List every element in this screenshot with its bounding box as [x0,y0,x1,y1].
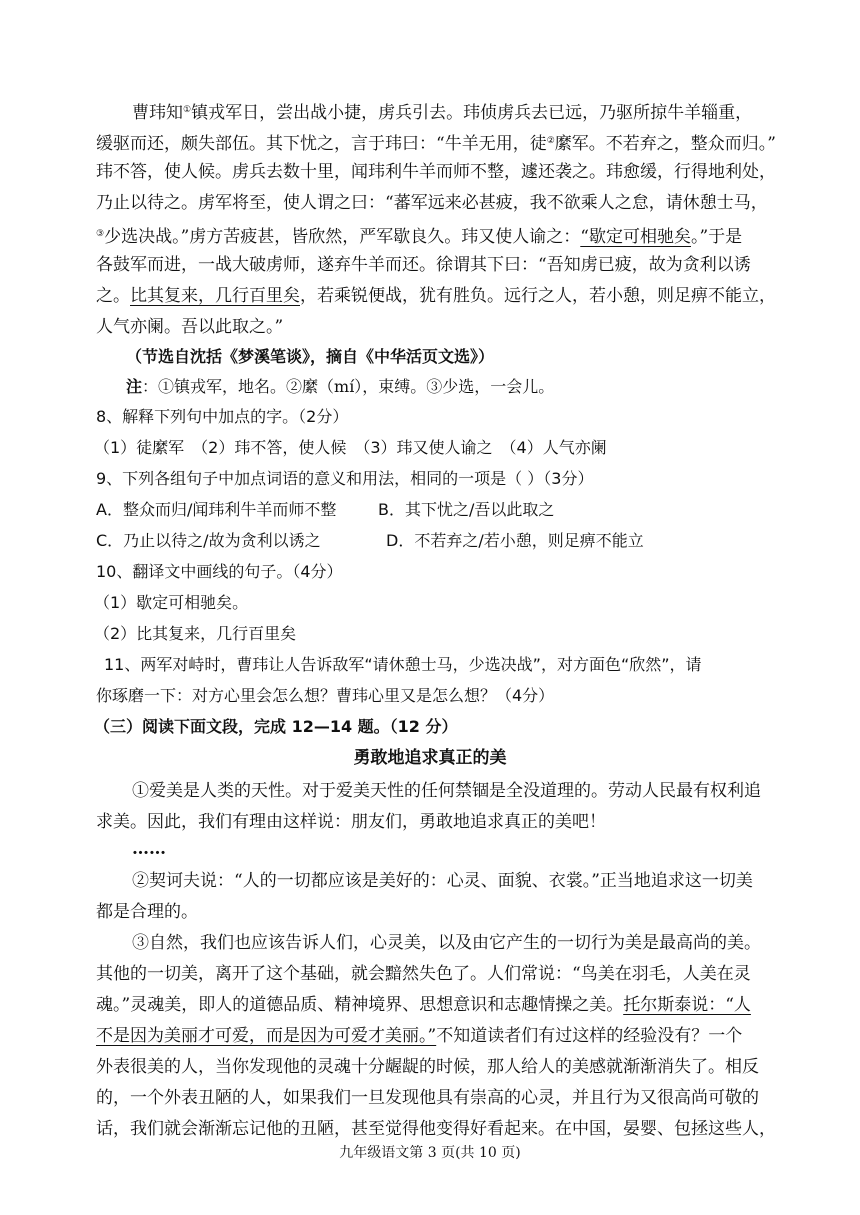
passage-line-6: 各鼓军而进，一战大破虏师，遂弃牛羊而还。徐谓其下曰：“吾知虏已疲，故为贪利以诱 [96,255,751,275]
article-para3-line5: 外表很美的人，当你发现他的灵魂十分龌龊的时候，那人给人的美感就渐渐消失了。相反 [96,1057,759,1077]
article-para3-line6: 的，一个外表丑陋的人，如果我们一旦发现他具有崇高的心灵，并且行为又很高尚可敬的 [96,1088,759,1108]
question-9-option-a: A．整众而归/闻玮利牛羊而师不整 [96,500,337,519]
question-10-item-1: （1）歇定可相驰矣。 [94,593,249,612]
article-para2-line2: 都是合理的。 [96,902,198,922]
article-title: 勇敢地追求真正的美 [353,748,507,768]
article-para1-line1: ①爱美是人类的天性。对于爱美天性的任何禁锢是全没道理的。劳动人民最有权利追 [132,781,761,801]
passage-line-4: 乃止以待之。虏军将至，使人谓之曰：“蕃军远来必甚疲，我不欲乘人之怠，请休憩士马， [96,193,768,213]
question-11-line-1: 11、两军对峙时，曹玮让人告诉敌军“请休憩士马，少选决战”，对方面色“欣然”，请 [104,655,702,674]
passage-line-7: 之。比其复来，几行百里矣，若乘锐便战，犹有胜负。远行之人，若小憩，则足痹不能立， [96,286,776,306]
page-footer: 九年级语文第 3 页(共 10 页) [339,1145,521,1161]
article-para3-line1: ③自然，我们也应该告诉人们，心灵美，以及由它产生的一切行为美是最高尚的美。 [132,933,761,953]
article-para2-line1: ②契诃夫说：“人的一切都应该是美好的：心灵、面貌、衣裳。”正当地追求这一切美 [132,871,753,891]
passage-line-2: 缓驱而还，颇失部伍。其下忧之，言于玮曰：“牛羊无用，徒②縻军。不若弃之，整众而归。” [96,134,776,154]
question-10: 10、翻译文中画线的句子。（4分） [96,562,343,581]
passage-line-8: 人气亦阑。吾以此取之。” [96,317,284,337]
passage-line-5: ③少选决战。”虏方苦疲甚，皆欣然，严军歇良久。玮又使人谕之：“歇定可相驰矣。”于是 [96,227,743,247]
article-para3-line4: 不是因为美丽才可爱，而是因为可爱才美丽。”不知道读者们有过这样的经验没有？一个 [96,1026,743,1046]
question-8-items: （1）徒縻军 （2）玮不答，使人候 （3）玮又使人谕之 （4）人气亦阑 [94,438,607,457]
article-para3-line3: 魂。”灵魂美，即人的道德品质、精神境界、思想意识和志趣情操之美。托尔斯泰说：“人 [96,995,751,1015]
article-para3-line7: 话，我们就会渐渐忘记他的丑陋，甚至觉得他变得好看起来。在中国，晏婴、包拯这些人， [96,1119,776,1139]
question-9-option-c: C．乃止以待之/故为贪利以诱之 [96,531,321,550]
passage-source: （节选自沈括《梦溪笔谈》，摘自《中华活页文选》） [126,347,495,366]
question-11-line-2: 你琢磨一下：对方心里会怎么想？曹玮心里又是怎么想？（4分） [96,686,555,705]
question-8: 8、解释下列句中加点的字。（2分） [96,407,349,426]
article-ellipsis: …… [132,839,166,859]
question-9: 9、下列各组句子中加点词语的意义和用法，相同的一项是（ ）（3分） [96,469,594,488]
passage-line-3: 玮不答，使人候。虏兵去数十里，闻玮利牛羊而师不整，遽还袭之。玮愈缓，行得地利处， [96,162,776,182]
article-para3-line2: 其他的一切美，离开了这个基础，就会黯然失色了。人们常说：“鸟美在羽毛，人美在灵 [96,964,751,984]
passage-line-1: 曹玮知①镇戎军日，尝出战小捷，虏兵引去。玮侦虏兵去已远，乃驱所掠牛羊辎重， [132,103,753,123]
question-10-item-2: （2）比其复来，几行百里矣 [94,624,297,643]
section-3-heading: （三）阅读下面文段，完成 12—14 题。（12 分） [94,717,458,736]
passage-notes: 注：①镇戎军，地名。②縻（mí），束缚。③少选，一会儿。 [126,377,555,396]
article-para1-line2: 求美。因此，我们有理由这样说：朋友们，勇敢地追求真正的美吧！ [96,812,606,832]
question-9-option-b: B．其下忧之/吾以此取之 [378,500,555,519]
question-9-option-d: D．不若弃之/若小憩，则足痹不能立 [386,531,644,550]
